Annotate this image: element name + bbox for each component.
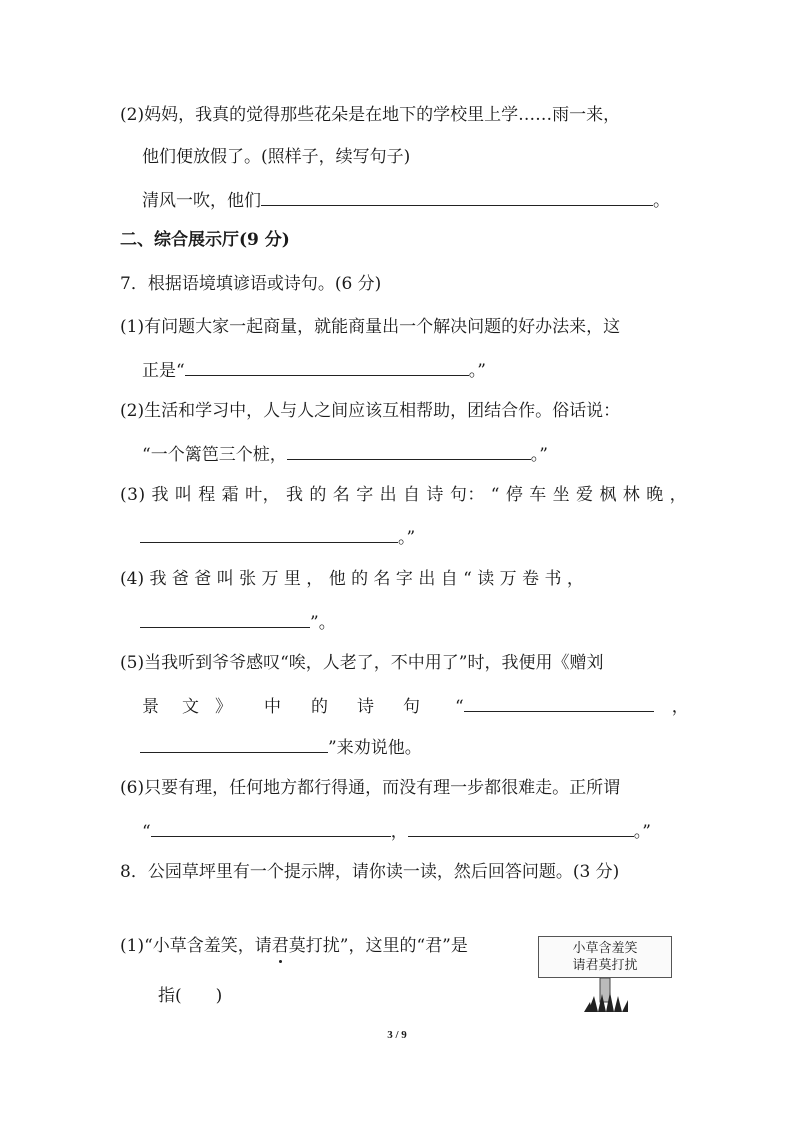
q6-2-blank[interactable]: [261, 187, 653, 206]
q8-1-dotted-char: 君: [271, 936, 289, 956]
q7-title: 7．根据语境填谚语或诗句。(6 分): [120, 274, 382, 294]
q7-2-suffix: 。”: [530, 445, 548, 465]
q7-1-suffix: 。”: [468, 361, 486, 381]
q7-5-word: 中: [264, 697, 281, 717]
q8-1-line2[interactable]: 指( ): [158, 986, 223, 1006]
q7-5-open-quote: “: [455, 697, 464, 717]
q7-5-answer-line1: [142, 693, 689, 719]
sign-post-grass-icon: [538, 978, 674, 1014]
q7-1-blank[interactable]: [185, 357, 469, 376]
q8-title: 8．公园草坪里有一个提示牌，请你读一读，然后回答问题。(3 分): [120, 862, 620, 882]
q7-5-word: 句: [403, 697, 420, 717]
q7-2-prefix: “一个篱笆三个桩，: [142, 445, 287, 465]
sign-line1: 小草含羞笑: [572, 941, 638, 956]
sign-line2: 请君莫打扰: [572, 958, 638, 973]
q7-6-open-quote: “: [142, 822, 151, 842]
q7-4-line1: (4) 我 爸 爸 叫 张 万 里 ， 他 的 名 字 出 自 “ 读 万 卷 书 ，: [120, 569, 584, 589]
q6-2-suffix: 。: [653, 191, 670, 211]
q6-2-answer-line: [142, 187, 670, 213]
q7-5-line1: (5)当我听到爷爷感叹“唉，人老了，不中用了”时，我便用《赠刘: [120, 653, 604, 673]
q7-4-blank[interactable]: [140, 609, 310, 628]
q8-1-line1: [120, 934, 468, 958]
q7-1-line1: (1)有问题大家一起商量，就能商量出一个解决问题的好办法来，这: [120, 317, 621, 337]
q7-6-line1: (6)只要有理，任何地方都行得通，而没有理一步都很难走。正所谓: [120, 778, 621, 798]
q8-1-text-a: (1)“小草含羞笑，请: [120, 936, 272, 956]
q7-3-answer-line: [140, 524, 415, 550]
q7-6-suffix: 。”: [633, 822, 651, 842]
q6-2-line2: 他们便放假了。(照样子，续写句子): [142, 147, 411, 167]
q7-5-word: 景: [142, 697, 159, 717]
sign-illustration: [538, 936, 674, 1014]
q6-2-line1: (2)妈妈，我真的觉得那些花朵是在地下的学校里上学……雨一来，: [120, 105, 621, 125]
q7-1-prefix: 正是“: [142, 361, 185, 381]
sign-board: [538, 936, 672, 978]
q6-2-prefix: 清风一吹，他们: [142, 191, 261, 211]
q7-5-word: 诗: [357, 697, 374, 717]
q7-6-mid: ，: [390, 822, 408, 842]
q7-3-line1: (3) 我 叫 程 霜 叶， 我 的 名 字 出 自 诗 句： “ 停 车 坐 爱 枫 林 晚 ，: [120, 485, 688, 505]
q7-5-word: 文: [182, 697, 199, 717]
q7-3-blank[interactable]: [140, 524, 398, 543]
q7-2-blank[interactable]: [287, 441, 531, 460]
q7-5-comma: ，: [671, 697, 689, 717]
q7-5-word: 》: [215, 697, 232, 717]
q7-1-answer-line: [142, 357, 486, 383]
q7-5-blank1[interactable]: [464, 693, 654, 712]
q7-5-suffix: ”来劝说他。: [328, 738, 422, 758]
page-number: 3 / 9: [387, 1029, 407, 1041]
q7-4-suffix: ”。: [310, 613, 336, 633]
q7-6-blank1[interactable]: [151, 818, 391, 837]
q7-5-answer-line2: [140, 734, 422, 760]
q7-6-blank2[interactable]: [408, 818, 634, 837]
q7-5-blank2[interactable]: [140, 734, 328, 753]
section2-title: 二、综合展示厅(9 分): [120, 230, 290, 250]
q7-4-answer-line: [140, 609, 336, 635]
q7-2-line1: (2)生活和学习中，人与人之间应该互相帮助，团结合作。俗话说：: [120, 401, 621, 421]
q7-3-suffix: 。”: [398, 528, 416, 548]
q7-2-answer-line: [142, 441, 548, 467]
q7-5-word: 的: [311, 697, 328, 717]
q7-6-answer-line: [142, 818, 651, 844]
q8-1-text-b: 莫打扰”，这里的“君”是: [288, 936, 468, 956]
